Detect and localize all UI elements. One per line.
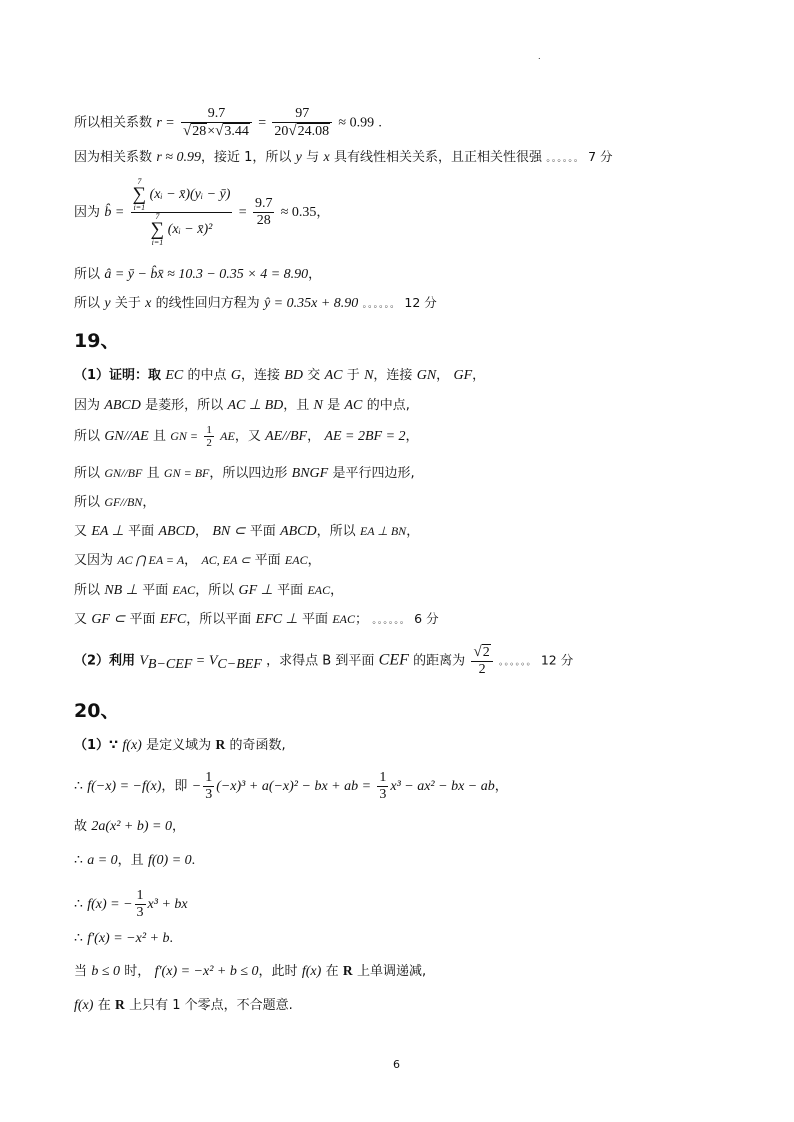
score: 12 分 (404, 295, 437, 310)
question-19-heading: 19、 (74, 330, 120, 352)
q19-line-7: 又因为 AC ⋂ EA = A， AC, EA ⊂ 平面 EAC， (74, 553, 321, 568)
q18-line-conclusion: 因为相关系数 r ≈ 0.99，接近 1，所以 y 与 x 具有线性相关关系，且正相关性很强 。。。。。。 7 分 (74, 149, 613, 165)
q18-line-correlation: 所以相关系数 r = $\frac{9.7}{√28\times√3.44}$ = $\frac{97}{20√24.08}$ ≈ 0.99 . (74, 106, 382, 139)
q19-line-3: 所以 GN//AE 且 GN = $\frac{1}{2}$ AE，又 AE//BF， AE = 2BF = 2， (74, 424, 419, 449)
q20-line-8: f(x) 在 R 上只有 1 个零点，不合题意. (74, 997, 293, 1013)
q20-line-6: ∴ f′(x) = −x² + b. (74, 931, 173, 946)
q18-line-slope: 因为 b̂ = 7 ∑ i=1 (xᵢ − x̄)(yᵢ − ȳ) 7 ∑ i=1 (xᵢ − x̄)² = $\frac{9.7}{28}$ ≈ 0.35， (74, 177, 330, 247)
question-20-heading: 20、 (74, 700, 120, 722)
fraction: $\frac{1}{3}$ (136, 888, 144, 920)
q20-line-7: 当 b ≤ 0 时， f′(x) = −x² + b ≤ 0，此时 f(x) 在 R 上单调递减, (74, 963, 427, 979)
top-mark: . (538, 52, 541, 61)
q20-line-4: ∴ a = 0，且 f(0) = 0. (74, 853, 196, 868)
q20-line-1: （1）∵ f(x) 是定义域为 R 的奇函数, (74, 737, 286, 753)
q19-line-9: 又 GF ⊂ 平面 EFC，所以平面 EFC ⊥ 平面 EAC； 。。。。。。 6 分 (74, 611, 439, 627)
q18-line-intercept: 所以 â = ȳ − b̂x̄ ≈ 10.3 − 0.35 × 4 = 8.90， (74, 267, 322, 282)
q20-line-3: 故 2a(x² + b) = 0， (74, 819, 185, 834)
fraction: $\frac{1}{3}$ (379, 770, 387, 802)
q20-line-5: ∴ f(x) = − $\frac{1}{3}$ x³ + bx (74, 888, 188, 920)
fraction: $\frac{1}{3}$ (205, 770, 213, 802)
q19-line-6: 又 EA ⊥ 平面 ABCD， BN ⊂ 平面 ABCD，所以 EA ⊥ BN， (74, 524, 420, 539)
score: 7 分 (588, 149, 613, 164)
q19-line-2: 因为 ABCD 是菱形，所以 AC ⊥ BD，且 N 是 AC 的中点, (74, 398, 410, 413)
q20-line-2: ∴ f(−x) = −f(x)，即 − $\frac{1}{3}$ (−x)³ + a(−x)² − bx + ab = $\frac{1}{3}$ x³ − ax² − bx − ab， (74, 770, 508, 802)
page-number: 6 (393, 1058, 400, 1071)
q19-line-5: 所以 GF//BN， (74, 495, 156, 510)
score: 12 分 (540, 652, 574, 668)
q19-line-10: （2）利用 $V_{B-CEF} = V_{C-BEF}$ ，求得点 B 到平面 CEF 的距离为 $\frac{√2}{2}$ 。。。。。。 12 分 (74, 644, 574, 677)
score: 6 分 (414, 611, 439, 626)
q19-line-8: 所以 NB ⊥ 平面 EAC，所以 GF ⊥ 平面 EAC， (74, 583, 344, 598)
fraction: $\frac{9.7}{√28\times√3.44}$ (181, 106, 252, 140)
fraction: $\frac{9.7}{28}$ (254, 196, 273, 228)
fraction: $\frac{1}{2}$ (206, 424, 212, 449)
fraction: $\frac{√2}{2}$ (471, 644, 492, 678)
fraction: 7 ∑ i=1 (xᵢ − x̄)(yᵢ − ȳ) 7 ∑ i=1 (xᵢ − x̄)² (132, 177, 231, 247)
q19-line-1: （1）证明：取 EC 的中点 G，连接 BD 交 AC 于 N，连接 GN， GF， (74, 368, 486, 383)
fraction: $\frac{97}{20√24.08}$ (272, 106, 332, 140)
q19-line-4: 所以 GN//BF 且 GN = BF，所以四边形 BNGF 是平行四边形, (74, 466, 415, 481)
q18-line-regression: 所以 y 关于 x 的线性回归方程为 ŷ = 0.35x + 8.90 。。。。。。 12 分 (74, 295, 437, 311)
